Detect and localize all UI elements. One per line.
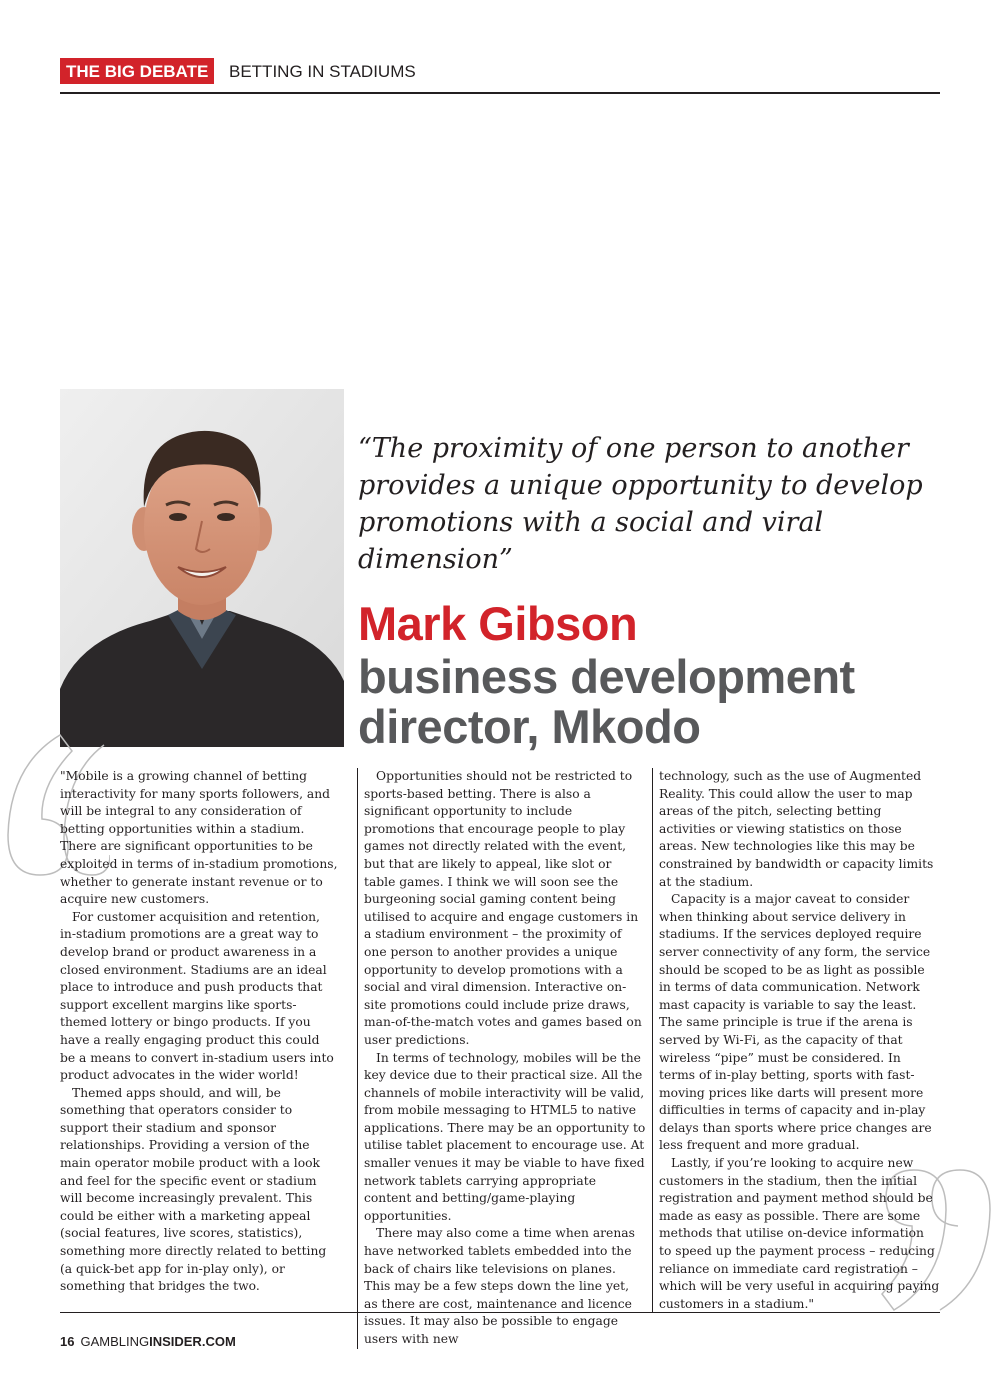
paragraph: Lastly, if you’re looking to acquire new customers in the stadium, then the initial registration and payment method should be made as easy as possible. There are some methods that utilise on-device information to speed up the payment process – reducing reliance on immediate card registration – which will be very useful in acquiring paying customers in a stadium." [659, 1156, 940, 1311]
paragraph: Themed apps should, and will, be something that operators consider to support their stadium and sponsor relationships. Providing a version of the main operator mobile product with a look and feel for the specific event or stadium will become increasingly prevalent. This could be either with a marketing appeal (social features, live scores, statistics), something more directly related to betting (a quick-bet app for in-play only), or something that bridges the two. [60, 1085, 327, 1294]
section-tag: THE BIG DEBATE [60, 58, 214, 84]
paragraph: In terms of technology, mobiles will be the key device due to their practical size. All the channels of mobile interactivity will be valid, from mobile messaging to HTML5 to native applications. There may be an opportunity to utilise tablet placement to encourage use. At smaller venues it may be viable to have fixed network tablets carrying appropriate content and betting/game-playing opportunities. [364, 1050, 646, 1223]
section-title: BETTING IN STADIUMS [229, 62, 416, 81]
author-photo [60, 389, 344, 747]
paragraph: Capacity is a major caveat to consider when thinking about service delivery in stadiums. If the services deployed require server connectivity of any form, the service should be scoped to be as light as possible in terms of data communication. Network mast capacity is variable to say the least. The same principle is true if the arena is served by Wi-Fi, as the capacity of that wireless “pipe” must be considered. In terms of in-play betting, sports with fast-moving prices like darts will present more difficulties in terms of capacity and in-play delays than sports where price changes are less frequent and more gradual. [659, 892, 932, 1153]
site-name-bold: INSIDER [149, 1334, 202, 1349]
article-column-3 [652, 768, 940, 1313]
site-name-prefix: GAMBLING [80, 1334, 150, 1349]
pull-quote: “The proximity of one person to another provides a unique opportunity to develop promotions with a social and viral dimension” [358, 433, 923, 575]
header-bar [60, 58, 940, 94]
paragraph: For customer acquisition and retention, in-stadium promotions are a great way to develop brand or product awareness in a closed environment. Stadiums are an ideal place to introduce and push products that support excellent margins like sports-themed lottery or bingo products. If you have a really engaging product this could be a means to convert in-stadium users into product advocates in the wider world! [60, 909, 334, 1083]
article-column-1 [60, 768, 344, 1296]
paragraph: technology, such as the use of Augmented Reality. This could allow the user to map areas of the pitch, selecting betting activities or viewing statistics on those areas. New technologies like this may be constrained by bandwidth or capacity limits at the stadium. [659, 769, 934, 889]
paragraph: "Mobile is a growing channel of betting interactivity for many sports followers, and will be integral to any consideration of betting opportunities within a stadium. There are significant opportunities to be exploited in terms of in-stadium promotions, whether to generate instant revenue or to acquire new customers. [60, 769, 338, 907]
paragraph: There may also come a time when arenas have networked tablets embedded into the back of chairs like televisions on planes. This may be a few steps down the line yet, as there are cost, maintenance and licence issues. It may also be possible to engage users with new [364, 1226, 635, 1346]
author-role: business development director, Mkodo [358, 650, 855, 753]
article-column-2 [357, 768, 646, 1349]
footer-divider [60, 1312, 940, 1313]
site-name-suffix: .COM [201, 1334, 236, 1349]
footer [60, 1334, 236, 1349]
paragraph: Opportunities should not be restricted to sports-based betting. There is also a significant opportunity to include promotions that encourage people to play games not directly related with the event, but that are likely to appeal, like slot or table games. I think we will soon see the burgeoning social gaming content being utilised to acquire and engage customers in a stadium environment – the proximity of one person to another provides a unique opportunity to develop promotions with a social and viral dimension. Interactive on-site promotions could include prize draws, man-of-the-match votes and games based on user predictions. [364, 769, 642, 1047]
author-name: Mark Gibson [358, 597, 638, 650]
page-number: 16 [60, 1334, 75, 1349]
portrait-illustration [60, 389, 344, 747]
